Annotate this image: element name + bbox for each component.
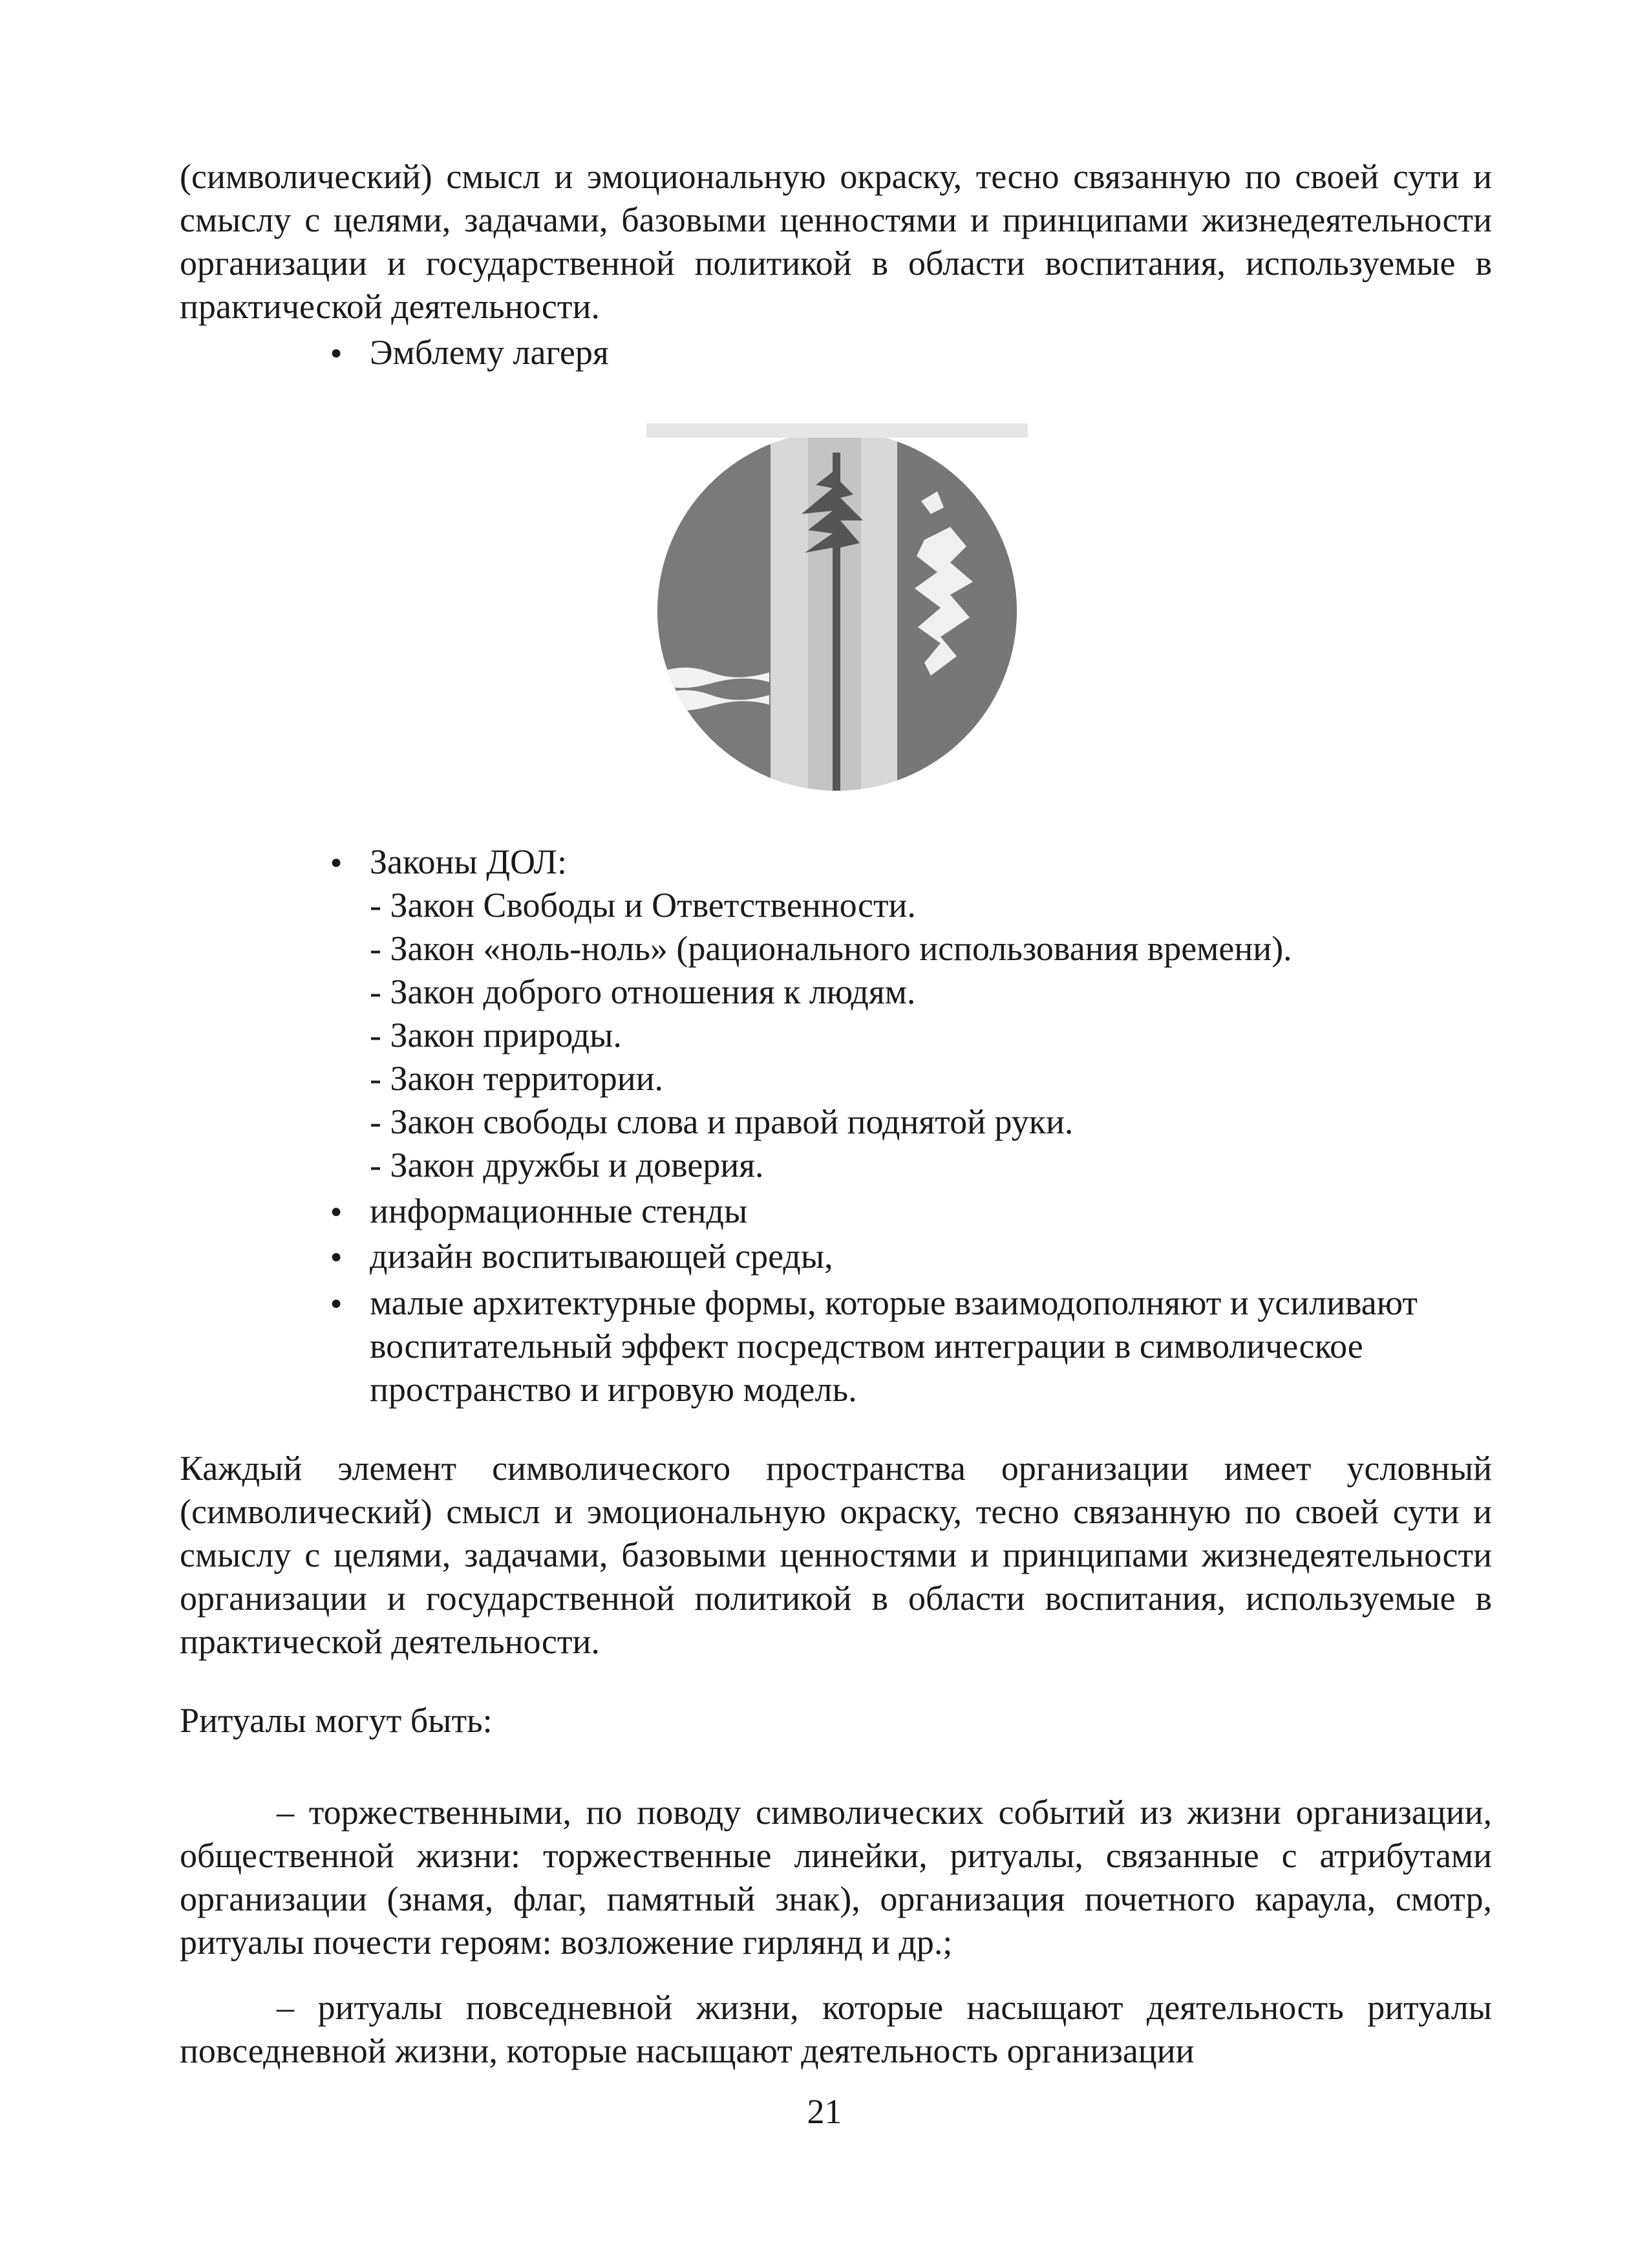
intro-paragraph: (символический) смысл и эмоциональную окраску, тесно связанную по своей сути и смыслу с целями, задачами, базовыми ценностями и принципами жизнедеятельности организации и государственной политикой в области воспитания, используемые в практической деятельности. (180, 157, 1492, 326)
rituals-solemn-paragraph: – торжественными, по поводу символических событий из жизни организации, общественной жизни: торжественные линейки, ритуалы, связанные с атрибутами организации (знамя, флаг, памятный знак), организация почетного караула, смотр, ритуалы почести героям: возложение гирлянд и др.; (180, 1793, 1492, 1962)
bullet-icon (323, 840, 349, 889)
law-item: - Закон доброго отношения к людям. (370, 972, 916, 1011)
bullet-icon (323, 1190, 349, 1238)
law-item: - Закон «ноль-ноль» (рационального использования времени). (370, 929, 1292, 968)
law-item: - Закон Свободы и Ответственности. (370, 886, 916, 925)
rituals-daily-paragraph: – ритуалы повседневной жизни, которые насыщают деятельность ритуалы повседневной жизни, которые насыщают деятельность организации (180, 1988, 1492, 2070)
law-item: - Закон территории. (370, 1059, 664, 1098)
bullet-text: Законы ДОЛ: (370, 842, 567, 881)
bullet-icon (323, 1235, 349, 1283)
bullet-icon (323, 1281, 349, 1330)
bullet-icon (323, 331, 349, 380)
main-paragraph: Каждый элемент символического пространства организации имеет условный (символический) смысл и эмоциональную окраску, тесно связанную по своей сути и смыслу с целями, задачами, базовыми ценностями и принципами жизнедеятельности организации и государственной политикой в области воспитания, используемые в практической деятельности. (180, 1449, 1492, 1661)
bullet-text: информационные стенды (370, 1192, 748, 1230)
law-item: - Закон дружбы и доверия. (370, 1146, 764, 1184)
rituals-intro: Ритуалы могут быть: (180, 1701, 493, 1740)
bullet-text: Эмблему лагеря (370, 333, 609, 372)
camp-emblem-image (646, 423, 1028, 798)
law-item: - Закон свободы слова и правой поднятой руки. (370, 1102, 1074, 1141)
bullet-text: дизайн воспитывающей среды, (370, 1237, 833, 1276)
law-item: - Закон природы. (370, 1016, 622, 1054)
page-number: 21 (807, 2092, 842, 2131)
bullet-text: малые архитектурные формы, которые взаимодополняют и усиливают воспитательный эффект посредством интеграции в символическое пространство и игровую модель. (370, 1283, 1418, 1409)
